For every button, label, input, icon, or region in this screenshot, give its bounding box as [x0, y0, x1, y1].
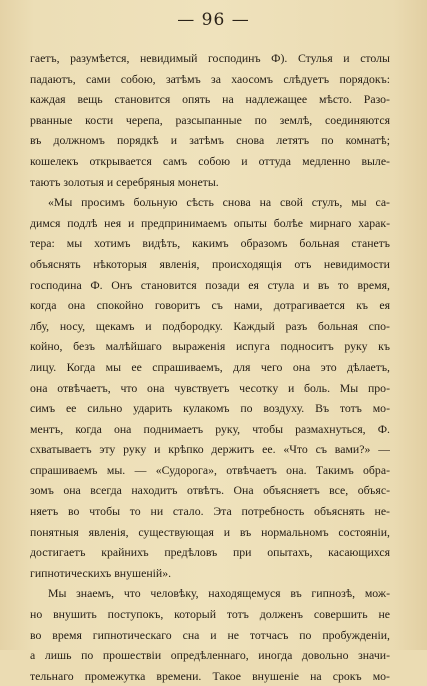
text-line: спрашиваемъ мы. — «Судорога», отвѣчаетъ она. Такимъ обра-	[30, 462, 390, 477]
text-line: Мы знаемъ, что человѣку, находящемуся въ гипнозѣ, мож-	[48, 586, 390, 601]
text-line: въ должномъ порядкѣ и затѣмъ снова летятъ по комнатѣ;	[30, 133, 390, 148]
text-line: а лишь по прошествіи опредѣленнаго, иногда довольно значи-	[30, 648, 390, 663]
text-line: во время гипнотическаго сна и не тотчасъ по пробужденіи,	[30, 627, 390, 642]
text-line: ментъ, когда она поднимаетъ руку, чтобы размахнуться, Ф.	[30, 421, 390, 436]
text-line: но внушить поступокъ, который тотъ долженъ совершить не	[30, 607, 390, 622]
text-line: падаютъ, сами собою, затѣмъ за хаосомъ слѣдуетъ порядокъ:	[30, 71, 390, 86]
text-line: симъ ее сильно ударить кулакомъ по воздуху. Въ тотъ мо-	[30, 401, 390, 416]
text-line: тера: мы хотимъ видѣть, какимъ образомъ больная станетъ	[30, 236, 390, 251]
text-line: схватываетъ эту руку и крѣпко держитъ ее. «Что съ вами?» —	[30, 442, 390, 457]
text-line: гипнотическихъ внушеній».	[30, 565, 172, 580]
text-line: таютъ золотыя и серебряныя монеты.	[30, 174, 219, 189]
text-line: няетъ во чтобы то ни стало. Эта потребность объяснять не-	[30, 504, 390, 519]
text-line: объяснять нѣкоторыя явленія, происходящія отъ невидимости	[30, 256, 390, 271]
text-line: тельнаго промежутка времени. Такое внушеніе на срокъ мо-	[30, 668, 390, 683]
page-number: — 96 —	[177, 10, 250, 30]
text-line: койно, безъ малѣйшаго выраженія испуга подноситъ руку къ	[30, 339, 390, 354]
text-line: рванные кости черепа, разсыпанные по землѣ, соединяются	[30, 112, 390, 127]
text-line: гаетъ, разумѣется, невидимый господинъ Ф). Стулья и столы	[30, 51, 390, 65]
text-line: достигаетъ крайнихъ предѣловъ при опытахъ, касающихся	[30, 545, 390, 560]
body-text	[30, 48, 390, 686]
text-line: каждая вещь становится опять на надлежащее мѣсто. Разо-	[30, 92, 390, 107]
text-line: она отвѣчаетъ, что она чувствуетъ чесотку и боль. Мы про-	[30, 380, 390, 395]
text-line: димся подлѣ нея и предпринимаемъ опыты болѣе мирнаго харак-	[30, 215, 390, 230]
text-line: кошелекъ открывается самъ собою и оттуда медленно выле-	[30, 153, 390, 168]
text-line: когда она спокойно говоритъ съ нами, дотрагивается къ ея	[30, 298, 390, 313]
text-line: «Мы просимъ больную сѣсть снова на свой стулъ, мы са-	[48, 195, 390, 210]
text-line: лбу, носу, щекамъ и подбородку. Каждый разъ больная спо-	[30, 318, 390, 333]
text-line: лицу. Когда мы ее спрашиваемъ, для чего она это дѣлаетъ,	[30, 359, 390, 374]
text-line: понятныя явленія, существующая и въ нормальномъ состояніи,	[30, 524, 390, 539]
text-line: господина Ф. Онъ становится позади ея стула и въ то время,	[30, 277, 390, 292]
text-line: зомъ она всегда находитъ отвѣтъ. Она объясняетъ все, объяс-	[30, 483, 390, 498]
